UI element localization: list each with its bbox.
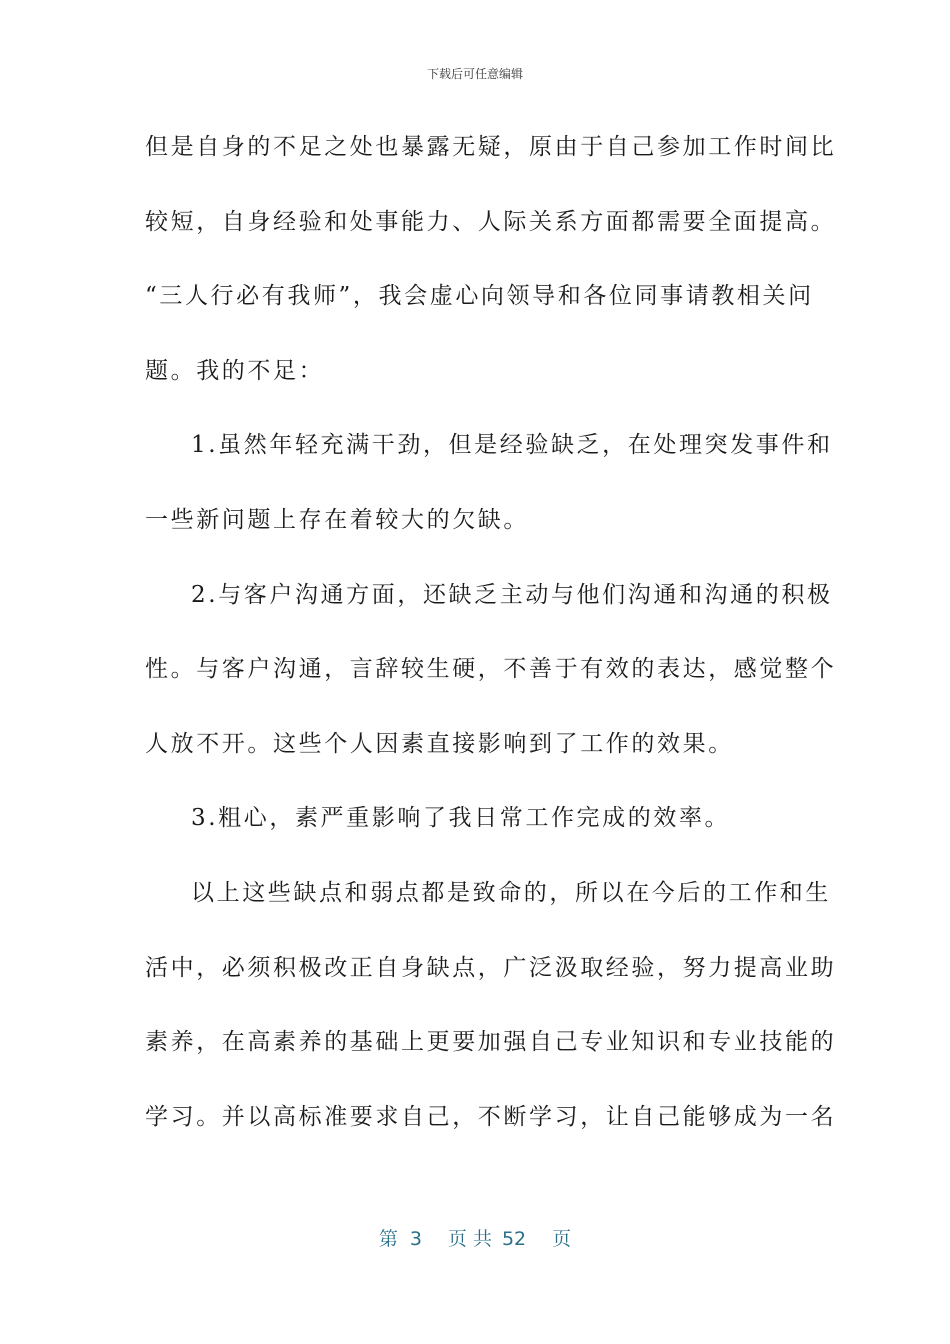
text-line: 学习。并以高标准要求自己，不断学习，让自己能够成为一名 [145,1103,837,1130]
footer-prefix: 第 [378,1228,398,1250]
text-line: 但是自身的不足之处也暴露无疑，原由于自己参加工作时间比 [145,134,837,160]
text-line: 性。与客户沟通，言辞较生硬，不善于有效的表达，感觉整个 [145,656,837,683]
footer-total-pages: 52 [501,1228,527,1250]
text-line: 活中，必须积极改正自身缺点，广泛汲取经验，努力提高业助 [145,954,837,981]
text-line: 素养，在高素养的基础上更要加强自己专业知识和专业技能的 [145,1029,837,1056]
page-header [0,66,950,82]
text-line: 题。我的不足： [145,357,325,384]
footer-suffix: 页 [552,1228,572,1250]
footer-middle: 页 共 [447,1228,492,1250]
text-line: 2.与客户沟通方面，还缺乏主动与他们沟通和沟通的积极 [191,581,833,608]
text-line: 较短，自身经验和处事能力、人际关系方面都需要全面提高。 [145,208,837,235]
text-line: 1.虽然年轻充满干劲，但是经验缺乏，在处理突发事件和 [191,432,833,459]
text-line: 人放不开。这些个人因素直接影响到了工作的效果。 [145,730,734,757]
text-line: 以上这些缺点和弱点都是致命的，所以在今后的工作和生 [191,879,831,906]
text-line: “三人行必有我师”，我会虚心向领导和各位同事请教相关问 [145,283,814,310]
document-body [145,122,837,1166]
text-line: 3.粗心，素严重影响了我日常工作完成的效率。 [191,805,731,832]
header-text: 下载后可任意编辑 [426,67,523,81]
text-line: 一些新问题上存在着较大的欠缺。 [145,506,529,533]
footer-current-page: 3 [409,1228,422,1250]
page-footer [0,1226,950,1252]
